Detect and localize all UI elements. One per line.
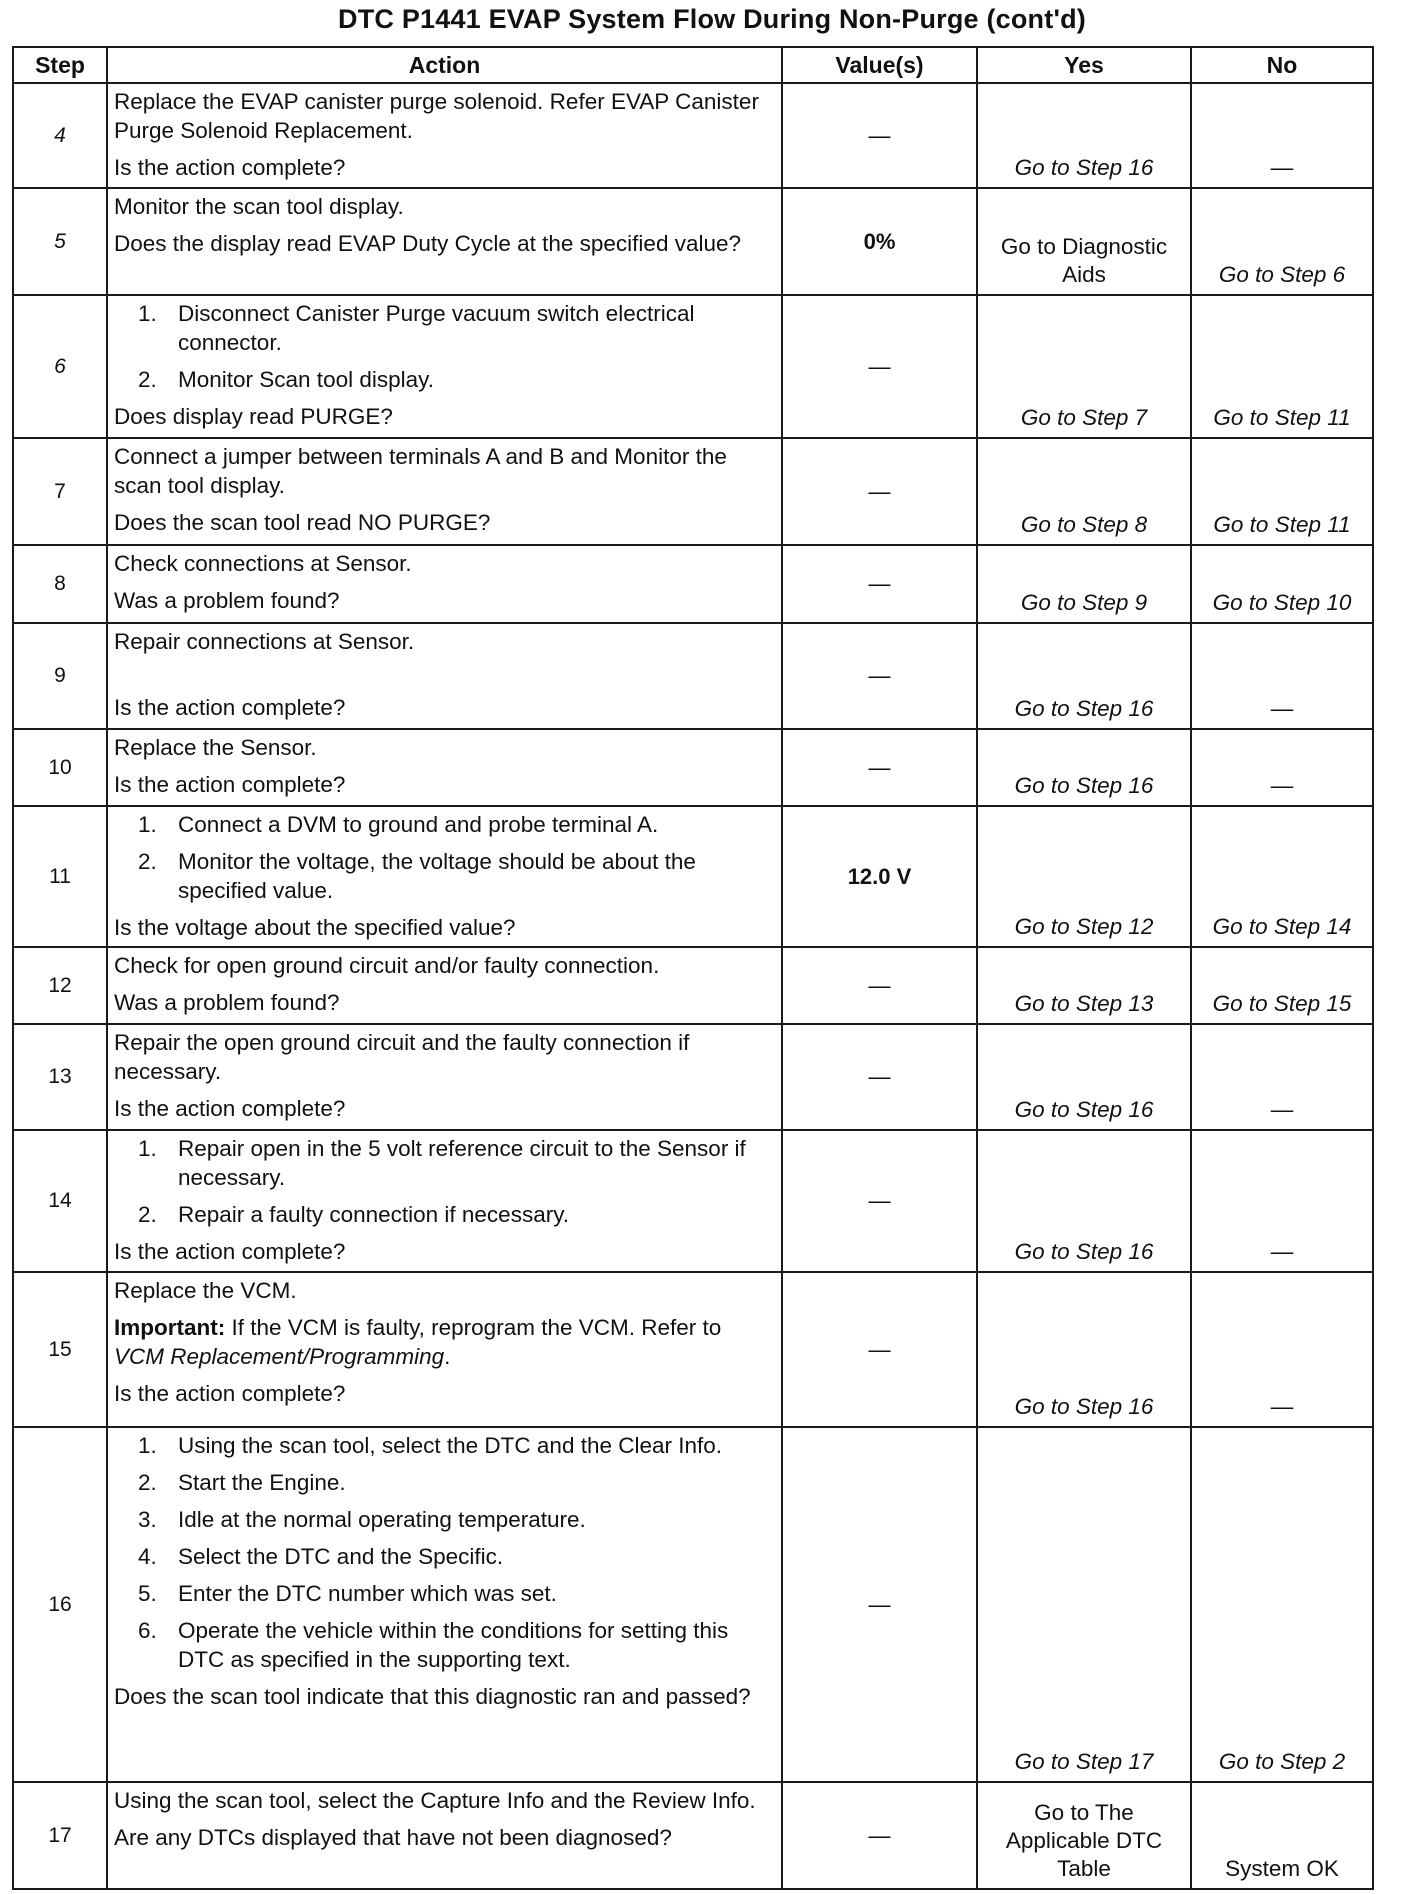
yes-cell: Go to Diagnostic Aids: [977, 188, 1191, 295]
reference-link[interactable]: VCM Replacement/Programming: [114, 1344, 445, 1369]
step-number: 11: [13, 806, 107, 947]
list-item: [114, 1505, 773, 1534]
yes-cell: Go to Step 16: [977, 1024, 1191, 1130]
action-text: Connect a jumper between terminals A and B and Monitor the scan tool display.: [114, 444, 727, 498]
table-row: [13, 1427, 1373, 1782]
yes-cell: Go to Step 17: [977, 1427, 1191, 1782]
action-question: Was a problem found?: [114, 588, 340, 613]
list-number: 2.: [138, 367, 157, 392]
list-text: Monitor Scan tool display.: [178, 367, 434, 392]
list-item: [114, 1616, 773, 1674]
action-cell: [107, 947, 782, 1024]
no-cell: —: [1191, 623, 1373, 729]
action-cell: [107, 545, 782, 623]
action-question: Is the action complete?: [114, 695, 346, 720]
yes-cell: Go to Step 8: [977, 438, 1191, 545]
list-item: [114, 1134, 773, 1192]
no-cell: —: [1191, 1130, 1373, 1272]
list-text: Connect a DVM to ground and probe terminal A.: [178, 812, 659, 837]
value-cell: —: [782, 729, 977, 806]
action-question: Does the scan tool read NO PURGE?: [114, 510, 491, 535]
action-question: Does the display read EVAP Duty Cycle at the specified value?: [114, 231, 742, 256]
table-row: [13, 295, 1373, 438]
page-title: DTC P1441 EVAP System Flow During Non-Purge (cont'd): [338, 4, 1086, 34]
yes-cell: Go to Step 9: [977, 545, 1191, 623]
no-cell: —: [1191, 729, 1373, 806]
action-cell: [107, 1272, 782, 1427]
no-cell: —: [1191, 1272, 1373, 1427]
list-item: [114, 299, 773, 357]
action-question: Is the voltage about the specified value?: [114, 915, 516, 940]
action-cell: [107, 1024, 782, 1130]
list-item: [114, 847, 773, 905]
action-question: Is the action complete?: [114, 1239, 346, 1264]
header-step: Step: [13, 47, 107, 83]
action-list: [114, 1134, 773, 1229]
table-row: [13, 1782, 1373, 1889]
list-text: Start the Engine.: [178, 1470, 346, 1495]
list-item: [114, 1579, 773, 1608]
list-text: Enter the DTC number which was set.: [178, 1581, 557, 1606]
list-text: Repair a faulty connection if necessary.: [178, 1202, 570, 1227]
value-cell: —: [782, 438, 977, 545]
value-text: 0%: [863, 228, 896, 254]
yes-cell: Go to Step 16: [977, 1272, 1191, 1427]
list-number: 1.: [138, 301, 157, 326]
step-number: 6: [13, 295, 107, 438]
value-cell: [782, 806, 977, 947]
list-item: [114, 810, 773, 839]
action-text: Check connections at Sensor.: [114, 551, 412, 576]
diagnostic-table: [12, 46, 1374, 1890]
yes-cell: Go to The Applicable DTC Table: [977, 1782, 1191, 1889]
action-cell: [107, 83, 782, 188]
no-cell: Go to Step 10: [1191, 545, 1373, 623]
action-text: Replace the VCM.: [114, 1278, 297, 1303]
table-row: [13, 83, 1373, 188]
action-cell: [107, 729, 782, 806]
action-question: Is the action complete?: [114, 772, 346, 797]
action-cell: [107, 188, 782, 295]
action-question: Is the action complete?: [114, 1381, 346, 1406]
no-cell: Go to Step 15: [1191, 947, 1373, 1024]
value-cell: —: [782, 1272, 977, 1427]
list-text: Idle at the normal operating temperature.: [178, 1507, 586, 1532]
action-question: Does display read PURGE?: [114, 404, 393, 429]
action-cell: [107, 1427, 782, 1782]
action-question: Are any DTCs displayed that have not been diagnosed?: [114, 1825, 672, 1850]
action-cell: [107, 1130, 782, 1272]
value-text: 12.0 V: [847, 863, 912, 889]
header-no: No: [1191, 47, 1373, 83]
list-item: [114, 1542, 773, 1571]
step-number: 13: [13, 1024, 107, 1130]
step-number: 5: [13, 188, 107, 295]
action-text: Replace the EVAP canister purge solenoid. Refer EVAP Canister Purge Solenoid Replacement.: [114, 89, 759, 143]
action-question: Was a problem found?: [114, 990, 340, 1015]
value-cell: —: [782, 545, 977, 623]
list-item: [114, 1468, 773, 1497]
list-number: 1.: [138, 812, 157, 837]
list-text: Monitor the voltage, the voltage should be about the specified value.: [178, 849, 696, 903]
action-list: [114, 1431, 773, 1674]
yes-cell: Go to Step 13: [977, 947, 1191, 1024]
no-cell: —: [1191, 83, 1373, 188]
value-cell: —: [782, 623, 977, 729]
important-text: If the VCM is faulty, reprogram the VCM. Refer to: [231, 1315, 722, 1340]
header-action: Action: [107, 47, 782, 83]
table-row: [13, 1272, 1373, 1427]
action-list: [114, 299, 773, 394]
no-cell: —: [1191, 1024, 1373, 1130]
value-cell: —: [782, 947, 977, 1024]
action-cell: [107, 806, 782, 947]
list-text: Disconnect Canister Purge vacuum switch electrical connector.: [178, 301, 695, 355]
yes-cell: Go to Step 16: [977, 729, 1191, 806]
action-text: Check for open ground circuit and/or faulty connection.: [114, 953, 660, 978]
table-row: [13, 729, 1373, 806]
step-number: 4: [13, 83, 107, 188]
table-header-row: [13, 47, 1373, 83]
list-number: 1.: [138, 1433, 157, 1458]
table-row: [13, 806, 1373, 947]
step-number: 16: [13, 1427, 107, 1782]
no-cell: System OK: [1191, 1782, 1373, 1889]
yes-cell: Go to Step 16: [977, 83, 1191, 188]
value-cell: —: [782, 1130, 977, 1272]
list-text: Select the DTC and the Specific.: [178, 1544, 504, 1569]
list-number: 2.: [138, 849, 157, 874]
no-cell: Go to Step 11: [1191, 295, 1373, 438]
action-text: Monitor the scan tool display.: [114, 194, 404, 219]
list-item: [114, 1431, 773, 1460]
action-question: Is the action complete?: [114, 155, 346, 180]
action-cell: [107, 1782, 782, 1889]
important-note: [114, 1313, 773, 1371]
step-number: 8: [13, 545, 107, 623]
yes-cell: Go to Step 7: [977, 295, 1191, 438]
action-cell: [107, 438, 782, 545]
yes-cell: Go to Step 16: [977, 623, 1191, 729]
step-number: 14: [13, 1130, 107, 1272]
important-label: Important:: [114, 1315, 226, 1340]
header-values: Value(s): [782, 47, 977, 83]
table-row: [13, 438, 1373, 545]
action-question: Is the action complete?: [114, 1096, 346, 1121]
action-text: Repair connections at Sensor.: [114, 629, 415, 654]
table-row: [13, 947, 1373, 1024]
step-number: 9: [13, 623, 107, 729]
action-text: Using the scan tool, select the Capture Info and the Review Info.: [114, 1788, 756, 1813]
list-text: Operate the vehicle within the conditions for setting this DTC as specified in the supporting text.: [178, 1618, 729, 1672]
list-number: 5.: [138, 1581, 157, 1606]
action-text: Replace the Sensor.: [114, 735, 317, 760]
value-cell: —: [782, 83, 977, 188]
value-cell: —: [782, 1427, 977, 1782]
yes-cell: Go to Step 12: [977, 806, 1191, 947]
table-row: [13, 1130, 1373, 1272]
value-cell: —: [782, 1782, 977, 1889]
important-end: .: [444, 1344, 451, 1369]
list-number: 1.: [138, 1136, 157, 1161]
action-text: Repair the open ground circuit and the faulty connection if necessary.: [114, 1030, 690, 1084]
value-cell: [782, 188, 977, 295]
list-number: 2.: [138, 1470, 157, 1495]
step-number: 15: [13, 1272, 107, 1427]
list-number: 2.: [138, 1202, 157, 1227]
no-cell: Go to Step 14: [1191, 806, 1373, 947]
action-list: [114, 810, 773, 905]
header-yes: Yes: [977, 47, 1191, 83]
no-cell: Go to Step 6: [1191, 188, 1373, 295]
action-cell: [107, 295, 782, 438]
value-cell: —: [782, 1024, 977, 1130]
action-cell: [107, 623, 782, 729]
step-number: 12: [13, 947, 107, 1024]
list-number: 4.: [138, 1544, 157, 1569]
value-cell: —: [782, 295, 977, 438]
yes-cell: Go to Step 16: [977, 1130, 1191, 1272]
step-number: 17: [13, 1782, 107, 1889]
list-item: [114, 365, 773, 394]
step-number: 10: [13, 729, 107, 806]
step-number: 7: [13, 438, 107, 545]
no-cell: Go to Step 2: [1191, 1427, 1373, 1782]
list-item: [114, 1200, 773, 1229]
table-row: [13, 1024, 1373, 1130]
list-text: Repair open in the 5 volt reference circuit to the Sensor if necessary.: [178, 1136, 746, 1190]
list-text: Using the scan tool, select the DTC and the Clear Info.: [178, 1433, 723, 1458]
table-row: [13, 545, 1373, 623]
table-row: [13, 623, 1373, 729]
list-number: 3.: [138, 1507, 157, 1532]
no-cell: Go to Step 11: [1191, 438, 1373, 545]
action-question: Does the scan tool indicate that this diagnostic ran and passed?: [114, 1684, 751, 1709]
table-row: [13, 188, 1373, 295]
list-number: 6.: [138, 1618, 157, 1643]
